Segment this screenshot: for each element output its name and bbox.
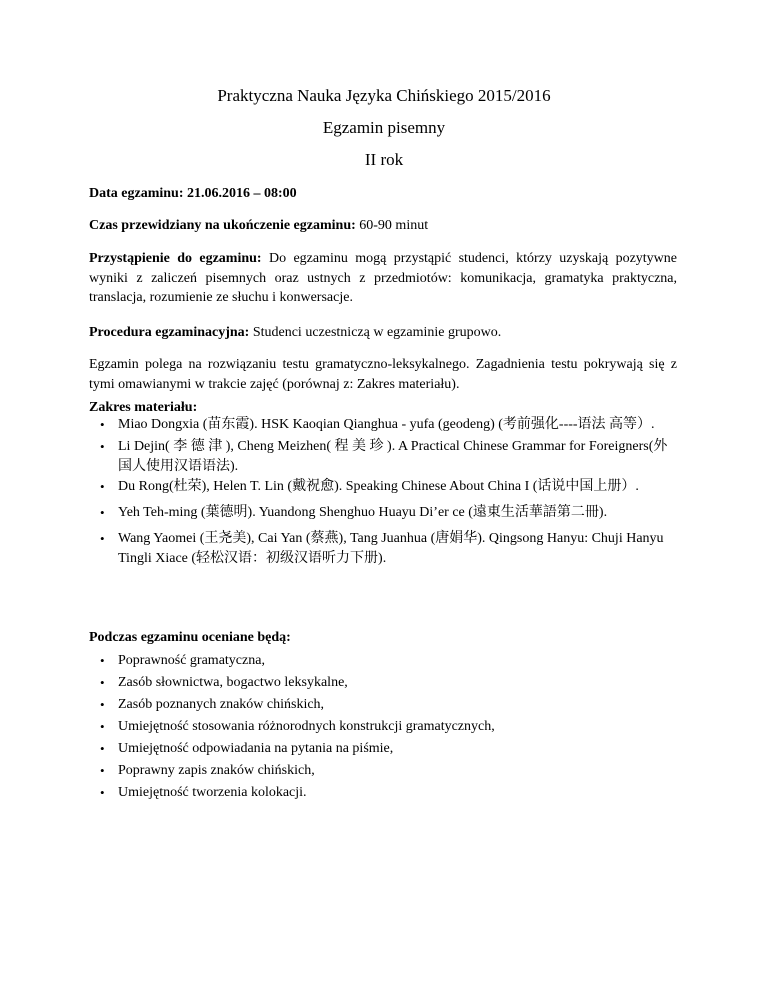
list-item	[89, 694, 677, 716]
list-item	[89, 782, 677, 804]
criteria-list	[89, 650, 677, 804]
criteria-text: Umiejętność stosowania różnorodnych konstrukcji gramatycznych,	[118, 719, 495, 734]
criteria-text: Zasób słownictwa, bogactwo leksykalne,	[118, 675, 348, 690]
exam-admission-label: Przystąpienie do egzaminu:	[89, 251, 262, 266]
criteria-text: Umiejętność odpowiadania na pytania na piśmie,	[118, 741, 394, 756]
criteria-text: Zasób poznanych znaków chińskich,	[118, 697, 325, 712]
criteria-text: Umiejętność tworzenia kolokacji.	[118, 785, 307, 800]
list-item	[89, 672, 677, 694]
material-text: Li Dejin( 李 德 津 ), Cheng Meizhen( 程 美 珍 ). A Practical Chinese Grammar for Foreigners(外国人使用汉语语法).	[118, 439, 668, 474]
bullet-icon: •	[100, 479, 105, 494]
list-item	[89, 477, 677, 497]
exam-duration	[89, 216, 677, 236]
bullet-icon: •	[100, 697, 105, 712]
exam-procedure-label: Procedura egzaminacyjna:	[89, 325, 250, 340]
criteria-heading: Podczas egzaminu oceniane będą:	[89, 630, 291, 645]
list-item	[89, 716, 677, 738]
bullet-icon: •	[100, 439, 105, 454]
bullet-icon: •	[100, 653, 105, 668]
list-item	[89, 650, 677, 672]
document-subtitle: Egzamin pisemny	[322, 118, 446, 137]
material-text: Wang Yaomei (王尧美), Cai Yan (蔡燕), Tang Juanhua (唐娟华). Qingsong Hanyu: Chuji Hanyu Tingli Xiace (轻松汉语：初级汉语听力下册).	[118, 531, 664, 566]
material-text: Yeh Teh-ming (葉德明). Yuandong Shenghuo Huayu Di’er ce (遠東生活華語第二冊).	[118, 505, 608, 520]
list-item	[89, 738, 677, 760]
bullet-icon: •	[100, 741, 105, 756]
bullet-icon: •	[100, 675, 105, 690]
list-item	[89, 503, 677, 523]
exam-procedure	[89, 323, 677, 343]
material-text: Miao Dongxia (苗东霞). HSK Kaoqian Qianghua - yufa (geodeng) (考前强化----语法 高等）.	[118, 417, 655, 432]
document-title: Praktyczna Nauka Języka Chińskiego 2015/2016	[217, 86, 551, 105]
exam-duration-value: 60-90 minut	[355, 218, 429, 233]
bullet-icon: •	[100, 763, 105, 778]
list-item	[89, 760, 677, 782]
bullet-icon: •	[100, 417, 105, 432]
list-item	[89, 415, 677, 435]
materials-heading: Zakres materiału:	[89, 400, 198, 415]
list-item	[89, 437, 677, 477]
document-year: II rok	[364, 150, 404, 169]
bullet-icon: •	[100, 785, 105, 800]
bullet-icon: •	[100, 719, 105, 734]
bullet-icon: •	[100, 505, 105, 520]
exam-description: Egzamin polega na rozwiązaniu testu gramatyczno-leksykalnego. Zagadnienia testu pokrywają się z tymi omawianymi w trakcie zajęć (porównaj z: Zakres materiału).	[89, 357, 677, 392]
exam-admission-value: Do egzaminu mogą przystąpić studenci, którzy uzyskają pozytywne wyniki z zaliczeń pisemnych oraz ustnych z przedmiotów: komunikacja, gramatyka praktyczna, translacja, rozumienie ze słuchu i konwersacje.	[89, 251, 678, 305]
exam-duration-label: Czas przewidziany na ukończenie egzaminu:	[89, 218, 356, 233]
criteria-text: Poprawność gramatyczna,	[118, 653, 265, 668]
material-text: Du Rong(杜荣), Helen T. Lin (戴祝愈). Speaking Chinese About China I (话说中国上册）.	[118, 479, 639, 494]
exam-admission	[89, 249, 677, 308]
materials-list	[89, 415, 677, 569]
exam-date: Data egzaminu: 21.06.2016 – 08:00	[89, 186, 297, 201]
criteria-text: Poprawny zapis znaków chińskich,	[118, 763, 315, 778]
list-item	[89, 529, 677, 569]
exam-procedure-value: Studenci uczestniczą w egzaminie grupowo.	[249, 325, 502, 340]
bullet-icon: •	[100, 531, 105, 546]
